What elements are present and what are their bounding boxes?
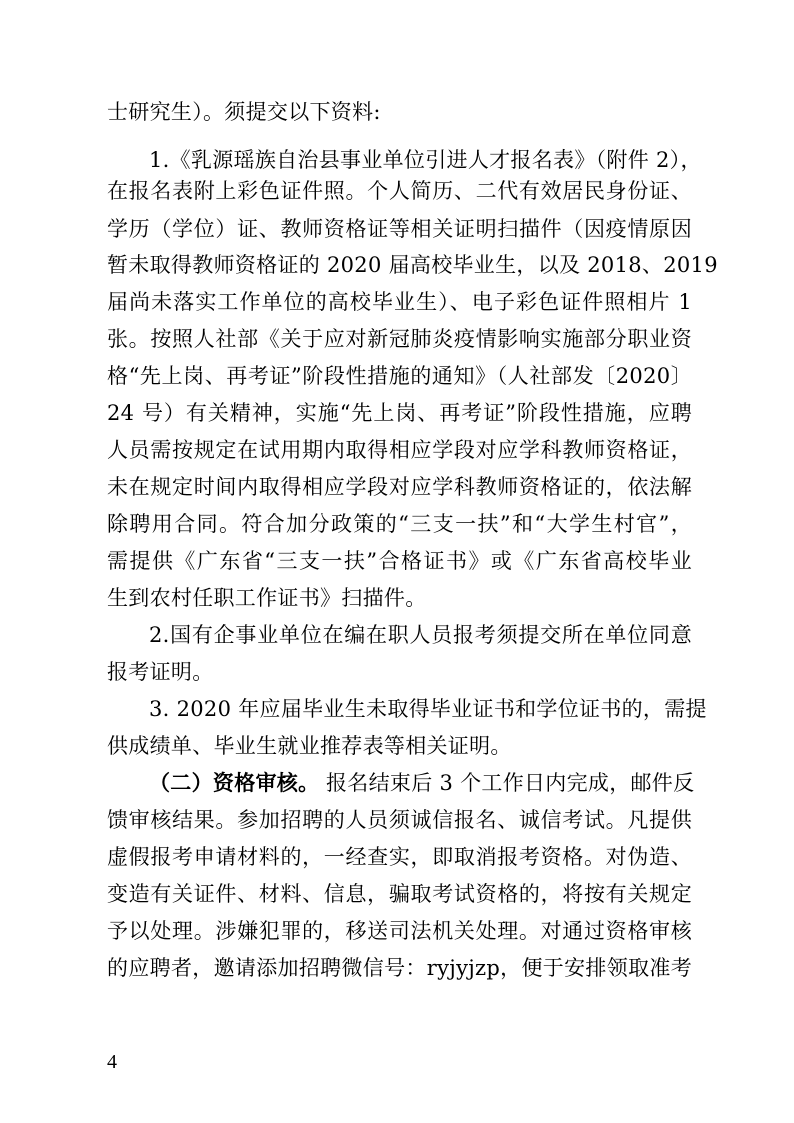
body-line: 的应聘者，邀请添加招聘微信号：ryjyjzp，便于安排领取准考 xyxy=(107,956,692,980)
section-heading: （二）资格审核。 xyxy=(149,770,320,795)
body-line: 格“先上岗、再考证”阶段性措施的通知》（人社部发〔2020〕 xyxy=(107,364,692,388)
body-line: 届尚未落实工作单位的高校毕业生）、电子彩色证件照相片 1 xyxy=(107,290,692,314)
body-line: 除聘用合同。符合加分政策的“三支一扶”和“大学生村官”， xyxy=(107,512,692,536)
body-line: 变造有关证件、材料、信息，骗取考试资格的，将按有关规定 xyxy=(107,882,692,906)
body-line: 暂未取得教师资格证的 2020 届高校毕业生，以及 2018、2019 xyxy=(107,253,718,277)
list-item-3-line: 3. 2020 年应届毕业生未取得毕业证书和学位证书的，需提 xyxy=(149,697,707,721)
body-line: 生到农村任职工作证书》扫描件。 xyxy=(107,586,427,610)
body-line: 学历（学位）证、教师资格证等相关证明扫描件（因疫情原因 xyxy=(107,217,692,241)
body-line: 报考证明。 xyxy=(107,660,214,684)
body-line: 馈审核结果。参加招聘的人员须诚信报名、诚信考试。凡提供 xyxy=(107,808,692,832)
list-item-2-line: 2.国有企事业单位在编在职人员报考须提交所在单位同意 xyxy=(149,623,692,647)
body-line: 需提供《广东省“三支一扶”合格证书》或《广东省高校毕业 xyxy=(107,549,692,573)
page-number: 4 xyxy=(107,1051,117,1073)
body-line: 供成绩单、毕业生就业推荐表等相关证明。 xyxy=(107,734,512,758)
body-line: 24 号）有关精神，实施“先上岗、再考证”阶段性措施，应聘 xyxy=(107,401,692,425)
body-line: 在报名表附上彩色证件照。个人简历、二代有效居民身份证、 xyxy=(107,179,692,203)
body-line: 予以处理。涉嫌犯罪的，移送司法机关处理。对通过资格审核 xyxy=(107,919,692,943)
body-line: 虚假报考申请材料的，一经查实，即取消报考资格。对伪造、 xyxy=(107,845,692,869)
list-item-1-line: 1.《乳源瑶族自治县事业单位引进人才报名表》（附件 2）， xyxy=(149,148,702,172)
body-line: 张。按照人社部《关于应对新冠肺炎疫情影响实施部分职业资 xyxy=(107,327,692,351)
body-line: 未在规定时间内取得相应学段对应学科教师资格证的，依法解 xyxy=(107,475,692,499)
body-line: 报名结束后 3 个工作日内完成，邮件反 xyxy=(326,771,695,795)
body-line: 人员需按规定在试用期内取得相应学段对应学科教师资格证， xyxy=(107,438,692,462)
body-line: 士研究生）。须提交以下资料: xyxy=(107,100,381,124)
